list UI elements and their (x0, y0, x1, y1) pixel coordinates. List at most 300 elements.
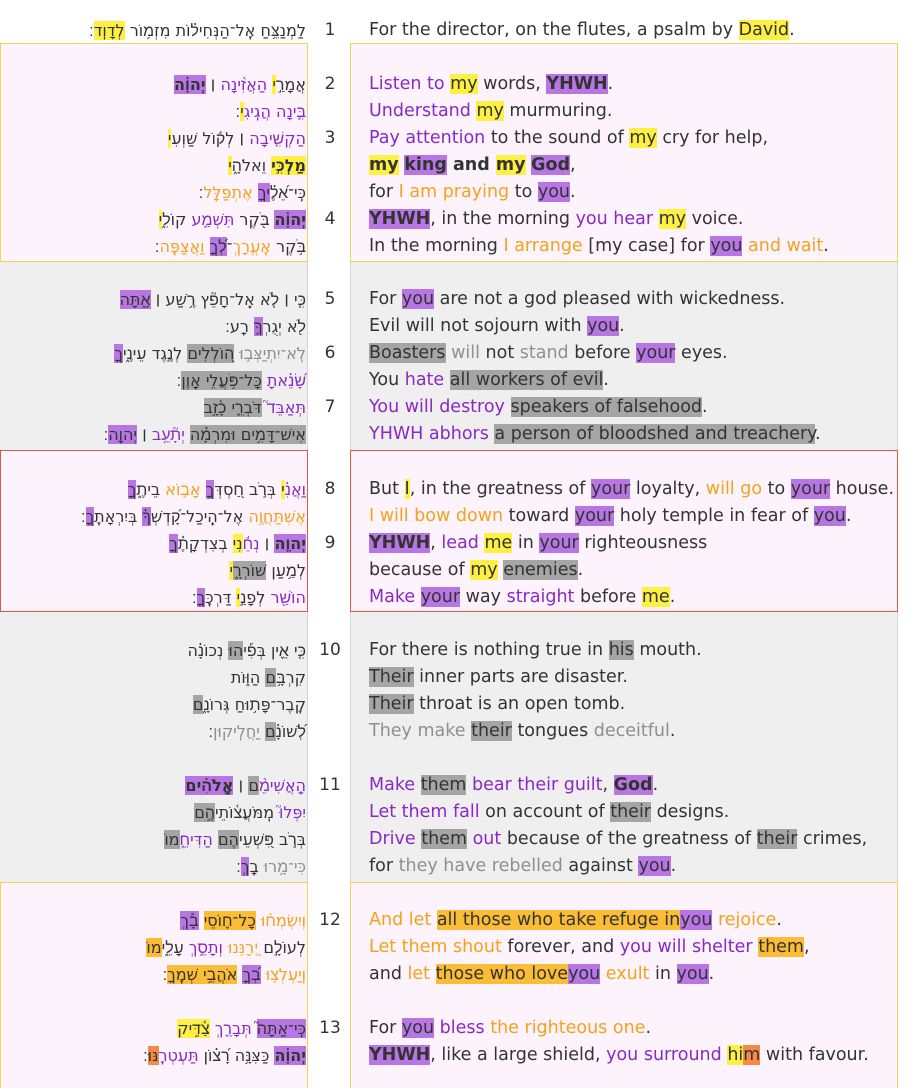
english-text-segment: speakers of falsehood (510, 397, 703, 417)
english-line (369, 233, 829, 260)
english-text-segment: stand (519, 343, 569, 363)
hebrew-text-segment: אָ֑תָּה (119, 290, 151, 309)
hebrew-text-segment: לְמַ֥עַן (266, 561, 306, 580)
english-text-segment: In the morning (369, 236, 504, 256)
hebrew-text-segment: הוֹשַׁ֖ר (270, 588, 306, 607)
english-text-segment: for (369, 182, 399, 202)
english-line (369, 664, 628, 691)
english-text-segment: . (570, 182, 576, 202)
english-text-segment: throat is an open tomb. (413, 694, 626, 714)
english-text-segment: you hear (575, 209, 654, 229)
english-line (369, 71, 613, 98)
english-text-segment: deceitful (593, 721, 670, 741)
hebrew-text-segment: ׀ (233, 776, 249, 795)
hebrew-line (143, 1042, 306, 1069)
hebrew-text-segment: ךָ (205, 480, 215, 499)
english-text-segment: my (450, 74, 478, 94)
hebrew-text-segment: ךָ֗ (142, 507, 151, 526)
english-text-segment: for (369, 856, 399, 876)
english-text-segment: God (613, 775, 653, 795)
hebrew-text-segment: ךְ (240, 857, 250, 876)
hebrew-line (235, 98, 306, 125)
english-text-segment: hi (727, 1045, 744, 1065)
english-text-segment (653, 209, 659, 229)
hebrew-text-segment: בִּ֣ינָה הֲגִֽיגִ (243, 102, 306, 121)
english-text-segment: my (658, 209, 687, 229)
hebrew-text-segment: וְֽיַעְלְצ֥וּ (265, 965, 306, 984)
english-text-segment: you (710, 236, 743, 256)
hebrew-line (155, 233, 306, 260)
hebrew-text-segment: י (272, 75, 276, 94)
hebrew-text-segment: אָב֣וֹא (165, 480, 201, 499)
english-text-segment: For the director, on the flutes, a psalm by (369, 20, 739, 40)
english-text-segment: to the sound of (485, 128, 630, 148)
hebrew-line (228, 152, 306, 179)
hebrew-text-segment: יְהוָ֤ה (274, 534, 306, 553)
english-text-segment (415, 587, 421, 607)
english-text-segment: their (756, 829, 798, 849)
hebrew-text-segment: אֱֽלֹהִ֗ים (185, 776, 234, 795)
english-text-segment: to (509, 182, 538, 202)
hebrew-text-segment: ־ (226, 237, 233, 256)
english-text-segment: you (638, 856, 671, 876)
hebrew-line (174, 71, 306, 98)
english-text-segment: abhors (428, 424, 489, 444)
english-text-segment: And let (369, 910, 432, 930)
hebrew-text-segment: שָׂ֝נֵ֗אתָ (266, 371, 306, 390)
hebrew-text-segment: אֶֽעֱרָךְ (232, 237, 271, 256)
hebrew-text-segment: כָּל־פֹּ֥עֲלֵי אָֽוֶן (181, 371, 262, 390)
hebrew-text-segment: יִפְּלוּ֮ (279, 803, 306, 822)
verse-number: 12 (319, 910, 341, 930)
english-text-segment: with favour. (760, 1045, 869, 1065)
english-text-segment: [my case] for (582, 236, 711, 256)
hebrew-text-segment: בֵיתֶ֑ (136, 480, 166, 499)
english-text-segment: because of (369, 560, 471, 580)
english-line (369, 313, 625, 340)
hebrew-text-segment: לְעוֹלָ֣ם (258, 938, 306, 957)
english-text-segment: eyes. (675, 343, 728, 363)
english-text-segment: your (420, 587, 461, 607)
english-line (369, 1042, 869, 1069)
hebrew-text-segment: י (228, 156, 232, 175)
english-text-segment: out (467, 829, 502, 849)
english-text-segment: . (619, 316, 625, 336)
english-text-segment: inner parts are disaster. (413, 667, 628, 687)
hebrew-text-segment: דֹּבְרֵ֪י כָ֫זָ֥ב (203, 398, 262, 417)
english-text-segment: Their (369, 667, 414, 687)
english-text-segment: you (680, 910, 713, 930)
hebrew-text-segment: לְ֝ךָ (209, 237, 227, 256)
english-text-segment: Evil will not sojourn with (369, 316, 588, 336)
hebrew-line (185, 772, 306, 799)
english-text-segment: all workers of evil (449, 370, 604, 390)
english-text-segment: will go (705, 479, 763, 499)
hebrew-text-segment: ׀ (259, 534, 275, 553)
hebrew-text-segment: בֹּ֥קֶר (270, 237, 306, 256)
hebrew-text-segment: ךָ (85, 507, 95, 526)
english-text-segment: I will bow down (369, 506, 504, 526)
english-text-segment: you (813, 506, 846, 526)
verse-number: 4 (324, 209, 336, 229)
hebrew-text-segment: ׃ (154, 237, 160, 256)
hebrew-text-segment: נּוּ (147, 1046, 159, 1065)
hebrew-text-segment: ׀ (137, 425, 152, 444)
hebrew-text-segment: שׁוֹרְרָ֑ (233, 561, 267, 580)
english-text-segment: you (568, 964, 601, 984)
english-text-segment: YHWH (369, 424, 424, 444)
hebrew-text-segment: לֹ֖א יְגֻרְ (262, 317, 306, 336)
english-text-segment: you surround (606, 1045, 722, 1065)
english-line (369, 1015, 651, 1042)
english-text-segment: your (636, 343, 676, 363)
hebrew-text-segment: וַאֲנִ֗ (284, 480, 306, 499)
hebrew-line (229, 557, 306, 584)
hebrew-text-segment: הַֽאֲשִׁימֵ֨ (258, 776, 306, 795)
english-text-segment: will (445, 343, 480, 363)
english-text-segment: tongues (511, 721, 594, 741)
english-text-segment: Boasters (369, 343, 446, 363)
hebrew-line (231, 664, 306, 691)
english-line (369, 961, 714, 988)
english-text-segment: , in the greatness of (409, 479, 591, 499)
hebrew-text-segment (199, 911, 204, 930)
hebrew-line (192, 584, 306, 611)
english-text-segment: crimes, (797, 829, 868, 849)
hebrew-text-segment: לַמְנַצֵּ֥חַ אֶֽל־הַנְּחִיל֗וֹת מִזְמ֥וֹר (124, 21, 306, 40)
hebrew-text-segment: תְּאַבֵּד֮ (266, 398, 306, 417)
hebrew-text-segment: כִּֽי־אַתָּה֮ (256, 1019, 306, 1038)
hebrew-text-segment: כַּצִּנָּ֥ה רָ֝צ֗וֹן (198, 1046, 275, 1065)
english-text-segment: not (479, 343, 520, 363)
hebrew-text-segment: ם (265, 668, 277, 687)
english-text-segment: . (645, 1018, 652, 1038)
english-line (369, 691, 625, 718)
hebrew-line (236, 853, 306, 880)
hebrew-text-segment: יְ֭רַנֵּנוּ (227, 938, 259, 957)
english-line (369, 907, 782, 934)
hebrew-text-segment: הַאֲזִ֨ינָה (220, 75, 273, 94)
english-text-segment: . (702, 397, 708, 417)
hebrew-text-segment: י (158, 210, 163, 229)
english-line (369, 340, 728, 367)
hebrew-text-segment: יְהוָ֗ה (274, 210, 306, 229)
english-text-segment: cry for help, (656, 128, 769, 148)
hebrew-text-segment: קוֹלִ֑ (162, 210, 192, 229)
hebrew-text-segment: יְהוָ֗ה (274, 1046, 306, 1065)
hebrew-text-segment: יְתָ֘עֵ֥ב (151, 425, 185, 444)
hebrew-text-segment: ךָ֣ (253, 317, 263, 336)
hebrew-text-segment: הַוּ֑וֹת (230, 668, 266, 687)
english-text-segment: God (531, 155, 570, 175)
hebrew-text-segment: הֶ֥ם (194, 803, 215, 822)
english-text-segment: For (369, 1018, 402, 1038)
english-line (369, 584, 675, 611)
english-text-segment: the righteous one (490, 1018, 646, 1038)
hebrew-line (146, 934, 306, 961)
verse-number: 10 (319, 640, 341, 660)
english-line (369, 17, 795, 44)
english-text-segment: You (369, 370, 405, 390)
english-line (369, 421, 821, 448)
english-line (369, 799, 729, 826)
hebrew-text-segment: בְּרֹ֣ב פִּ֭שְׁעֵי (239, 830, 306, 849)
english-text-segment: against (562, 856, 639, 876)
english-text-segment: them (421, 829, 468, 849)
hebrew-text-segment: קֶֽבֶר־פָּת֥וּחַ גְּרוֹנָ֑ (203, 695, 306, 714)
english-text-segment: all those who take refuge in (436, 910, 681, 930)
english-text-segment: me (641, 587, 670, 607)
hebrew-text-segment: ׃ (176, 371, 182, 390)
english-text-segment (431, 910, 437, 930)
english-text-segment (430, 964, 436, 984)
english-text-segment: bear their guilt (466, 775, 603, 795)
hebrew-line (177, 367, 306, 394)
english-text-segment: Drive (369, 829, 416, 849)
english-text-segment: a person of bloodshed and treachery (494, 424, 816, 444)
english-text-segment (444, 370, 450, 390)
english-text-segment: your (539, 533, 579, 553)
hebrew-text-segment: בָ֡ךְ (180, 911, 199, 930)
english-text-segment: lead (441, 533, 479, 553)
english-text-segment: For (369, 289, 402, 309)
hebrew-text-segment: אֲמָרַ֣ (275, 75, 306, 94)
english-text-segment: , in the morning (430, 209, 576, 229)
english-text-segment: before (568, 343, 637, 363)
hebrew-text-segment: בְ֝ךָ (242, 965, 261, 984)
hebrew-text-segment: כִּ֤י ׀ לֹ֤א אֵֽל־חָפֵ֘ץ רֶ֥שַׁע ׀ (150, 290, 306, 309)
hebrew-text-segment: ךָ (169, 534, 178, 553)
english-text-segment: way (460, 587, 507, 607)
hebrew-text-segment: ם (248, 776, 259, 795)
english-line (369, 394, 708, 421)
english-text-segment: m (743, 1045, 761, 1065)
hebrew-line (204, 394, 306, 421)
hebrew-line (159, 206, 306, 233)
english-text-segment: house. (830, 479, 895, 499)
verse-number: 7 (324, 397, 336, 417)
english-text-segment: my (470, 560, 498, 580)
hebrew-line (89, 17, 306, 44)
english-text-segment: . (669, 587, 676, 607)
english-text-segment: and wait (742, 236, 824, 256)
english-text-segment: to (762, 479, 791, 499)
hebrew-line (180, 907, 306, 934)
hebrew-text-segment: בְּרֹ֣ב חַ֭סְדְּ (214, 480, 282, 499)
english-text-segment: in (512, 533, 540, 553)
hebrew-text-segment: אֶל־הֵֽיכַל־קָ֝דְשְׁ (150, 507, 249, 526)
english-line (369, 367, 609, 394)
hebrew-text-segment: צַ֫דִּ֥יק (177, 1019, 210, 1038)
english-text-segment: because of the greatness of (501, 829, 757, 849)
english-line (369, 206, 744, 233)
hebrew-text-segment: וֵאלֹהָ֑ (231, 156, 272, 175)
hebrew-text-segment: נְכוֹנָ֗ה (187, 641, 229, 660)
english-text-segment: I arrange (503, 236, 583, 256)
english-text-segment (415, 775, 421, 795)
hebrew-line (168, 125, 306, 152)
english-text-segment: you (401, 1018, 435, 1038)
verse-number: 5 (324, 289, 336, 309)
english-text-segment: before (574, 587, 642, 607)
english-text-segment: righteousness (578, 533, 708, 553)
hebrew-line (199, 179, 306, 206)
english-text-segment: . (652, 775, 659, 795)
hebrew-text-segment: בְּיִרְאָתֶֽ (94, 507, 143, 526)
hebrew-line (164, 826, 306, 853)
hebrew-text-segment: לְ֝שׁוֹנָ֗ (275, 722, 306, 741)
hebrew-line (187, 637, 306, 664)
english-text-segment: you (676, 964, 709, 984)
english-text-segment: enemies (503, 560, 578, 580)
hebrew-text-segment: ם (192, 695, 204, 714)
hebrew-text-segment: דַּרְכֶּֽ (205, 588, 237, 607)
hebrew-text-segment: נְחֵ֬ (242, 534, 260, 553)
verse-number: 13 (319, 1018, 341, 1038)
hebrew-text-segment: תְּבָרֵ֪ךְ (214, 1019, 252, 1038)
hebrew-text-segment: ם (264, 722, 276, 741)
english-text-segment: , (430, 533, 442, 553)
english-text-segment: You will destroy (369, 397, 505, 417)
english-text-segment: words, (477, 74, 547, 94)
hebrew-text-segment: י (167, 129, 172, 148)
english-text-segment: your (590, 479, 631, 499)
hebrew-text-segment: בְצִדְקָתֶ֗ (177, 534, 233, 553)
hebrew-text-segment: בֹּ֖קֶר (234, 210, 275, 229)
english-text-segment: David (738, 20, 790, 40)
english-text-segment: them (420, 775, 467, 795)
english-text-segment: me (484, 533, 513, 553)
english-text-segment: your (574, 506, 615, 526)
hebrew-text-segment: ׃ (103, 425, 109, 444)
hebrew-text-segment: וְיִשְׂמְח֨וּ (260, 911, 306, 930)
english-text-segment: YHWH (369, 209, 431, 229)
english-line (369, 637, 702, 664)
english-text-segment: Their (369, 694, 414, 714)
hebrew-line (128, 476, 306, 503)
english-text-segment: Listen to (369, 74, 451, 94)
hebrew-text-segment: יַחֲלִֽיקוּן (213, 722, 265, 741)
english-line (369, 476, 894, 503)
verse-number: 1 (324, 20, 336, 40)
english-text-segment: YHWH (369, 1045, 431, 1065)
hebrew-text-segment: ׃ (143, 1046, 148, 1065)
hebrew-line (194, 799, 306, 826)
verse-number: 11 (319, 775, 341, 795)
english-line (369, 286, 785, 313)
hebrew-text-segment: כִּֽי־אֵ֝לֶ֗ (269, 183, 306, 202)
english-line (369, 718, 675, 745)
hebrew-line (120, 286, 306, 313)
english-text-segment: and (446, 155, 496, 175)
hebrew-text-segment: יְהוָֽה (108, 425, 138, 444)
english-text-segment: on account of (479, 802, 611, 822)
english-line (369, 179, 576, 206)
english-line (369, 503, 851, 530)
english-text-segment: Pay attention (369, 128, 486, 148)
verse-number: 8 (324, 479, 336, 499)
english-text-segment: straight (506, 587, 575, 607)
english-text-segment: . (670, 856, 677, 876)
english-text-segment: . (789, 20, 795, 40)
hebrew-line (225, 313, 306, 340)
english-text-segment: . (776, 910, 782, 930)
english-text-segment: voice. (686, 209, 744, 229)
english-text-segment: , (570, 155, 576, 175)
english-text-segment: Make (369, 587, 416, 607)
english-text-segment: my (495, 155, 526, 175)
hebrew-text-segment: וְתָסֵ֣ךְ (188, 938, 223, 957)
hebrew-text-segment: הַקְשִׁ֤יבָה (249, 129, 306, 148)
english-line (369, 557, 583, 584)
hebrew-text-segment: כָל־ח֪וֹסֵי (203, 911, 256, 930)
hebrew-text-segment: אֹהֲבֵ֥י שְׁמֶֽךָ (167, 965, 238, 984)
english-text-segment: rejoice (712, 910, 777, 930)
english-text-segment: and (369, 964, 408, 984)
english-line (369, 772, 658, 799)
hebrew-text-segment: הַדִּיחֵ֑ (179, 830, 213, 849)
english-text-segment (505, 397, 511, 417)
hebrew-text-segment: הוּ (228, 641, 244, 660)
verse-number: 6 (324, 343, 336, 363)
english-text-segment: . (577, 560, 584, 580)
english-text-segment: . (845, 506, 852, 526)
hebrew-text-segment: יְהוָ֗ה (174, 75, 206, 94)
english-text-segment: For there is nothing true in (369, 640, 609, 660)
hebrew-line (169, 530, 306, 557)
english-text-segment: let (407, 964, 430, 984)
english-text-segment: your (790, 479, 831, 499)
hebrew-text-segment: ךָ (127, 480, 137, 499)
english-text-segment: Let them shout (369, 937, 502, 957)
hebrew-text-segment: לְפָנַ֣ (240, 588, 271, 607)
english-text-segment: forever, and (501, 937, 620, 957)
english-text-segment: murmuring. (503, 101, 613, 121)
hebrew-text-segment: ׃ (198, 183, 204, 202)
english-text-segment: bless (439, 1018, 485, 1038)
hebrew-text-segment: ׃ (235, 102, 241, 121)
hebrew-line (114, 340, 306, 367)
hebrew-text-segment: ׀ (205, 75, 221, 94)
english-text-segment: . (815, 424, 821, 444)
english-text-segment: I am praying (398, 182, 510, 202)
hebrew-text-segment: אֶתְפַּלָּֽל (203, 183, 258, 202)
hebrew-text-segment: ׃ (80, 507, 86, 526)
hebrew-text-segment: יךָ (257, 183, 270, 202)
hebrew-text-segment: מוֹ (164, 830, 180, 849)
hebrew-text-segment: כִּי־מָ֥רוּ (263, 857, 306, 876)
hebrew-text-segment: לְנֶ֣גֶד עֵינֶ֑י (122, 344, 188, 363)
hebrew-text-segment: ךָ (196, 588, 206, 607)
english-text-segment: Make (369, 775, 416, 795)
hebrew-text-segment: רָֽע׃ (225, 317, 254, 336)
hebrew-text-segment: נִי (232, 534, 243, 553)
hebrew-text-segment: תִּשְׁמַ֣ע (191, 210, 235, 229)
hebrew-text-segment: כִּ֤י אֵ֪ין בְּפִ֡י (243, 641, 306, 660)
english-text-segment: toward (503, 506, 575, 526)
english-text-segment: mouth. (633, 640, 702, 660)
english-text-segment: Understand (369, 101, 477, 121)
english-text-segment: their (610, 802, 651, 822)
english-text-segment: those who love (435, 964, 569, 984)
english-line (369, 98, 612, 125)
hebrew-text-segment (201, 480, 206, 499)
hebrew-text-segment: ׃ (88, 21, 94, 40)
hebrew-line (208, 718, 306, 745)
english-text-segment: designs. (651, 802, 730, 822)
hebrew-text-segment: לְדָוִֽד (93, 21, 125, 40)
english-text-segment: They make (369, 721, 466, 741)
